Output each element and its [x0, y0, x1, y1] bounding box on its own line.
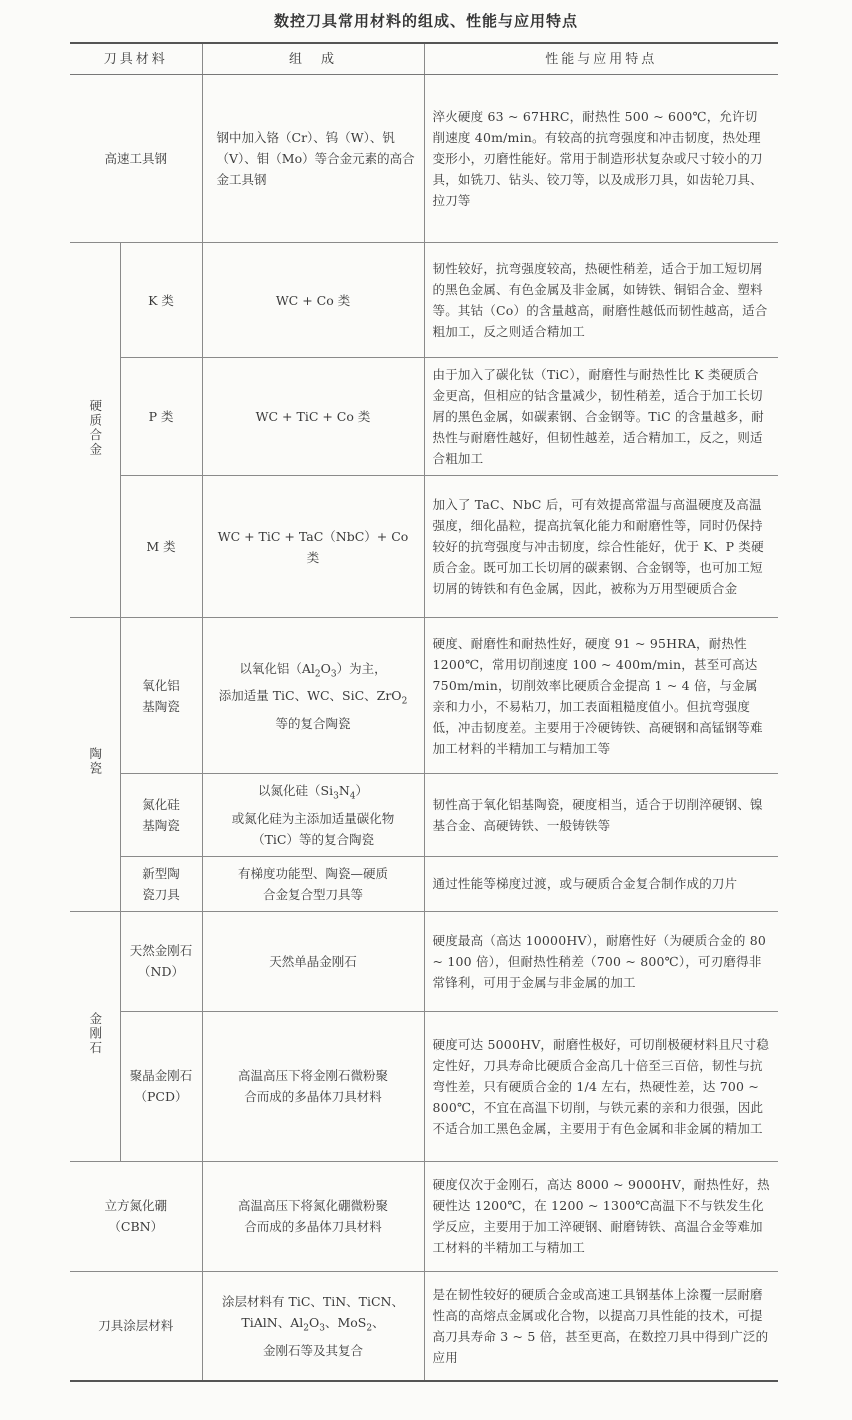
- group-text: 硬质合金: [87, 398, 103, 457]
- features-cell: 淬火硬度 63 ~ 67HRC，耐热性 500 ~ 600℃，允许切削速度 40m/min。有较高的抗弯强度和冲击韧度，热处理变形小，刃磨性能好。常用于制造形状复杂或尺寸较小的刀具，如铣刀、钻头、铰刀等，以及成形刀具，如齿轮刀具、拉刀等: [424, 75, 778, 243]
- name-line-2: 瓷刀具: [142, 886, 180, 902]
- material-name: [120, 774, 202, 857]
- comp-line-2: 添加适量 TiC、WC、SiC、ZrO$_2$: [218, 688, 408, 707]
- comp-line-2: 合而成的多晶体刀具材料: [244, 1089, 382, 1104]
- name-line-2: （PCD）: [134, 1089, 188, 1104]
- name-line-2: 基陶瓷: [142, 698, 180, 714]
- name-line-1: 新型陶: [142, 865, 180, 881]
- comp-line-3: 等的复合陶瓷: [275, 715, 351, 731]
- header-material: 刀具材料: [70, 43, 202, 75]
- composition-cell: WC + TiC + TaC（NbC）+ Co 类: [202, 476, 424, 618]
- material-name: [120, 618, 202, 774]
- material-name: 刀具涂层材料: [70, 1271, 202, 1381]
- group-label-carbide: [70, 243, 120, 618]
- features-cell: 硬度最高（高达 10000HV），耐磨性好（为硬质合金的 80 ~ 100 倍），但耐热性稍差（700 ~ 800℃），可刃磨得非常锋利，可用于金属与非金属的加工: [424, 911, 778, 1011]
- comp-line-2: 合金复合型刀具等: [263, 886, 364, 902]
- composition-cell: [202, 774, 424, 857]
- material-name: [120, 856, 202, 911]
- comp-line-3: 金刚石等及其复合: [263, 1342, 364, 1358]
- group-text: 陶瓷: [87, 747, 103, 777]
- table-row: [70, 1161, 778, 1271]
- name-line-1: 立方氮化硼: [104, 1198, 168, 1213]
- material-name: P 类: [120, 358, 202, 476]
- materials-table: [70, 42, 778, 1382]
- material-name: M 类: [120, 476, 202, 618]
- group-text: 金刚石: [87, 1011, 103, 1056]
- features-cell: 是在韧性较好的硬质合金或高速工具钢基体上涂覆一层耐磨性高的高熔点金属或化合物，以提高刀具性能的技术，可提高刀具寿命 3 ~ 5 倍，甚至更高，在数控刀具中得到广泛的应用: [424, 1271, 778, 1381]
- composition-cell: [202, 1271, 424, 1381]
- material-name: K 类: [120, 243, 202, 358]
- comp-line-1: 高温高压下将氮化硼微粉聚: [238, 1198, 389, 1213]
- table-row: [70, 476, 778, 618]
- composition-cell: WC + TiC + Co 类: [202, 358, 424, 476]
- name-line-1: 氧化铝: [142, 677, 180, 693]
- composition-cell: [202, 856, 424, 911]
- table-title: 数控刀具常用材料的组成、性能与应用特点: [273, 12, 578, 30]
- table-row: [70, 856, 778, 911]
- name-line-2: 基陶瓷: [142, 817, 180, 833]
- comp-line-1: 以氮化硅$(Si_3N_4)$: [258, 783, 368, 802]
- comp-line-2: 合而成的多晶体刀具材料: [244, 1219, 382, 1234]
- features-cell: 韧性高于氧化铝基陶瓷，硬度相当，适合于切削淬硬钢、镍基合金、高硬铸铁、一般铸铁等: [424, 774, 778, 857]
- table-row: [70, 1271, 778, 1381]
- header-composition: 组 成: [202, 43, 424, 75]
- comp-line-2: 或氮化硅为主添加适量碳化物: [231, 810, 395, 826]
- material-name: 高速工具钢: [70, 75, 202, 243]
- composition-cell: WC + Co 类: [202, 243, 424, 358]
- header-row: [70, 43, 778, 75]
- features-cell: 加入了 TaC、NbC 后，可有效提高常温与高温硬度及高温强度，细化晶粒，提高抗氧化能力和耐磨性等，同时仍保持较好的抗弯强度与冲击韧度，综合性能好，优于 K、P 类硬质合金。既可加工长切屑的碳素钢、合金钢等，也可加工短切屑的铸铁和有色金属，因此，被称为万用型硬质合金: [424, 476, 778, 618]
- composition-cell: 天然单晶金刚石: [202, 911, 424, 1011]
- features-cell: 通过性能等梯度过渡，或与硬质合金复合制作成的刀片: [424, 856, 778, 911]
- name-line-1: 天然金刚石: [129, 943, 193, 958]
- name-line-1: 氮化硅: [142, 796, 180, 812]
- composition-cell: [202, 618, 424, 774]
- features-cell: 由于加入了碳化钛（TiC），耐磨性与耐热性比 K 类硬质合金更高，但相应的钴含量减少，韧性稍差，适合于加工长切屑的黑色金属，如碳素钢、合金钢等。TiC 的含量越多，耐热性与耐磨性越好，但韧性越差，适合精加工，反之，则适合粗加工: [424, 358, 778, 476]
- comp-line-1: 有梯度功能型、陶瓷—硬质: [238, 865, 389, 881]
- features-cell: 韧性较好，抗弯强度较高，热硬性稍差，适合于加工短切屑的黑色金属、有色金属及非金属，如铸铁、铜铝合金、塑料等。其钴（Co）的含量越高，耐磨性越低而韧性越高，适合粗加工，反之则适合精加工: [424, 243, 778, 358]
- composition-cell: 钢中加入铬（Cr）、钨（W）、钒（V）、钼（Mo）等合金元素的高合金工具钢: [202, 75, 424, 243]
- comp-line-1: 涂层材料有 TiC、TiN、TiCN、: [222, 1294, 404, 1309]
- table-row: [70, 911, 778, 1011]
- composition-cell: [202, 1161, 424, 1271]
- table-row: [70, 618, 778, 774]
- table-row: [70, 774, 778, 857]
- table-row: [70, 1011, 778, 1161]
- material-name: [70, 1161, 202, 1271]
- features-cell: 硬度、耐磨性和耐热性好，硬度 91 ~ 95HRA，耐热性 1200℃，常用切削速度 100 ~ 400m/min，甚至可高达 750m/min，切削效率比硬质合金提高 1 ~ 4 倍，与金属亲和力小，不易粘刀，加工表面粗糙度值小。但抗弯强度低，冲击韧度差。主要用于冷硬铸铁、高硬钢和高锰钢等难加工材料的半精加工与精加工等: [424, 618, 778, 774]
- features-cell: 硬度可达 5000HV，耐磨性极好，可切削极硬材料且尺寸稳定性好，刀具寿命比硬质合金高几十倍至三百倍，韧性与抗弯性差，只有硬质合金的 1/4 左右，热硬性差，达 700 ~ 800℃，不宜在高温下切削，与铁元素的亲和力很强，因此不适合加工黑色金属，主要用于有色金属和非金属的精加工: [424, 1011, 778, 1161]
- material-name: [120, 911, 202, 1011]
- comp-line-1: 高温高压下将金刚石微粉聚: [238, 1068, 389, 1083]
- material-name: [120, 1011, 202, 1161]
- header-features: 性能与应用特点: [424, 43, 778, 75]
- comp-line-2: TiAlN、$Al_2O_3$、MoS$_2$、: [241, 1315, 385, 1334]
- features-cell: 硬度仅次于金刚石，高达 8000 ~ 9000HV，耐热性好，热硬性达 1200℃，在 1200 ~ 1300℃高温下不与铁发生化学反应，主要用于加工淬硬钢、耐磨铸铁、高温合金等难加工材料的半精加工与精加工: [424, 1161, 778, 1271]
- composition-cell: [202, 1011, 424, 1161]
- group-label-diamond: [70, 911, 120, 1161]
- name-line-2: （ND）: [138, 964, 184, 979]
- comp-line-3: （TiC）等的复合陶瓷: [252, 831, 374, 847]
- name-line-1: 聚晶金刚石: [129, 1068, 193, 1083]
- comp-line-1: 以氧化铝$(Al_2O_3)$为主，: [239, 660, 387, 679]
- name-line-2: （CBN）: [108, 1219, 164, 1234]
- table-row: [70, 358, 778, 476]
- group-label-ceramic: [70, 618, 120, 912]
- table-row: [70, 243, 778, 358]
- table-row: [70, 75, 778, 243]
